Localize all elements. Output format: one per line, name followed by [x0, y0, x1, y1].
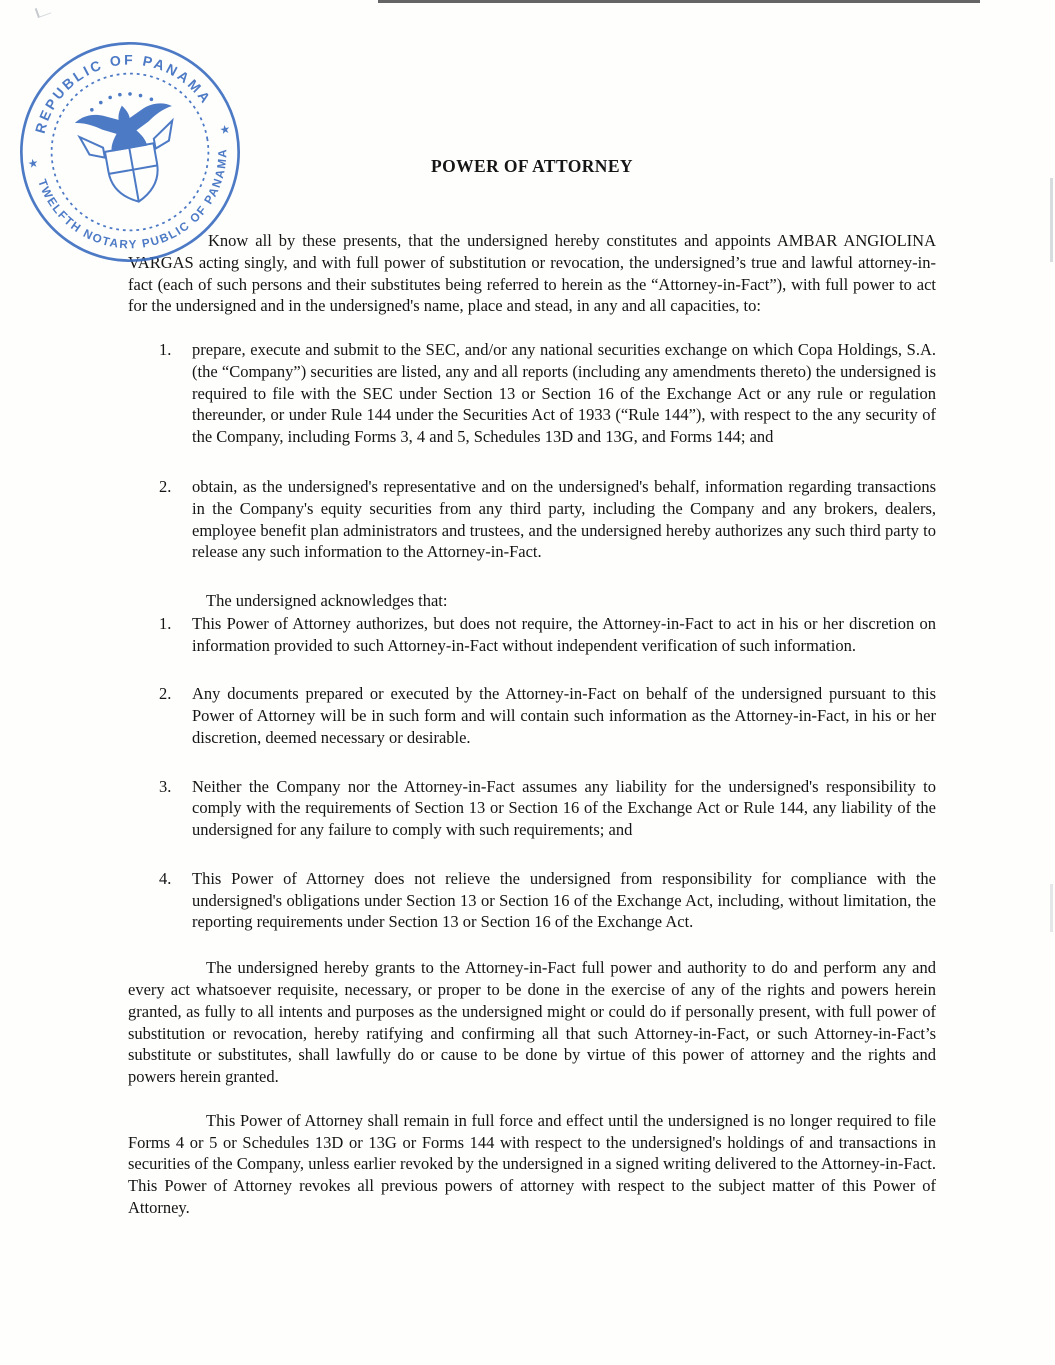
acknowledgement-intro: The undersigned acknowledges that: [206, 591, 448, 611]
list-item [128, 683, 936, 748]
list-item-text: This Power of Attorney authorizes, but does not require, the Attorney-in-Fact to act in his or her discretion on information provided to such Attorney-in-Fact without independent verification of such information. [192, 613, 936, 655]
list-item-text: obtain, as the undersigned's representative and on the undersigned's behalf, information regarding transactions in the Company's equity securities from any third party, including the Company and any brokers, dealers, employee benefit plan administrators and trustees, and the undersigned hereby authorizes any such third party to release any such information to the Attorney-in-Fact. [192, 476, 936, 562]
seal-text-top: REPUBLIC OF PANAMA [31, 51, 216, 136]
scan-artifact-top-line [378, 0, 980, 3]
seal-eagle-icon [73, 97, 178, 157]
svg-text:REPUBLIC OF PANAMA [21, 37, 216, 138]
list-item [128, 339, 936, 448]
list-item [128, 776, 936, 841]
document-body [0, 155, 1055, 1219]
duration-paragraph: This Power of Attorney shall remain in full force and effect until the undersigned is no longer required to file Forms 4 or 5 or Schedules 13D or 13G or Forms 144 with respect to the undersigned's holdings of and transactions in securities of the Company, unless earlier revoked by the undersigned in a signed writing delivered to the Attorney-in-Fact. This Power of Attorney revokes all previous powers of attorney with respect to the subject matter of this Power of Attorney. [128, 1110, 936, 1217]
list-item [128, 868, 936, 933]
seal-star-left: ★ [27, 158, 39, 171]
seal-flag-right [151, 121, 176, 149]
seal-stars-arc [78, 86, 165, 122]
list-item-number: 2. [159, 684, 172, 704]
powers-list [128, 339, 936, 563]
list-item [128, 476, 936, 563]
list-item-number: 4. [159, 868, 172, 888]
list-item-text: This Power of Attorney does not relieve the undersigned from responsibility for compliance with the undersigned's obligations under Section 13 or Section 16 of the Exchange Act, including, without limitation, the reporting requirements under Section 13 or Section 16 of the Exchange Act. [192, 868, 936, 932]
list-item-text: Any documents prepared or executed by the Attorney-in-Fact on behalf of the undersigned pursuant to this Power of Attorney will be in such form and will contain such information as the Attorney-in-Fact, in his or her discretion, deemed necessary or desirable. [192, 684, 936, 747]
grant-paragraph: The undersigned hereby grants to the Attorney-in-Fact full power and authority to do and perform any and every act whatsoever requisite, necessary, or proper to be done in the exercise of any of the rights and powers herein granted, as fully to all intents and purposes as the undersigned might or could do if personally present, with full power of substitution or revocation, hereby ratifying and confirming all that such Attorney-in-Fact, or such Attorney-in-Fact’s substitute or substitutes, shall lawfully do or cause to be done by virtue of this power of attorney and the rights and powers herein granted. [128, 958, 936, 1087]
page-title: POWER OF ATTORNEY [431, 156, 633, 176]
list-item-number: 2. [159, 476, 172, 496]
list-item-number: 3. [159, 776, 172, 796]
seal-star-right: ★ [219, 124, 231, 137]
seal-text-bottom: TWELFTH NOTARY PUBLIC OF PANAMA [35, 147, 230, 252]
intro-paragraph: Know all by these presents, that the undersigned hereby constitutes and appoints AMBAR ANGIOLINA VARGAS acting singly, and with full power of substitution or revocation, the undersigned’s true and lawful attorney-in-fact (each of such persons and their substitutes being referred to herein as the “Attorney-in-Fact”), with full power to act for the undersigned and in the undersigned's name, place and stead, in any and all capacities, to: [128, 231, 936, 316]
list-item-text: Neither the Company nor the Attorney-in-Fact assumes any liability for the undersigned's responsibility to comply with the requirements of Section 13 or Section 16 of the Exchange Act or Rule 144, any liability of the undersigned for any failure to comply with such requirements; and [192, 776, 936, 840]
list-item-number: 1. [159, 340, 172, 360]
list-item [128, 613, 936, 657]
list-item-text: prepare, execute and submit to the SEC, and/or any national securities exchange on which Copa Holdings, S.A. (the “Company”) securities are listed, any and all reports (including any amendments thereto) the undersigned is required to file with the SEC under Section 13 or Section 16 of the Exchange Act or any rule or regulation thereunder, or under Rule 144 under the Securities Act of 1933 (“Rule 144”), with respect to the any security of the Company, including Forms 3, 4 and 5, Schedules 13D and 13G, and Forms 144; and [192, 340, 936, 447]
acknowledgements-list [128, 613, 936, 933]
scan-artifact-corner-mark [35, 4, 52, 18]
list-item-number: 1. [159, 613, 172, 633]
